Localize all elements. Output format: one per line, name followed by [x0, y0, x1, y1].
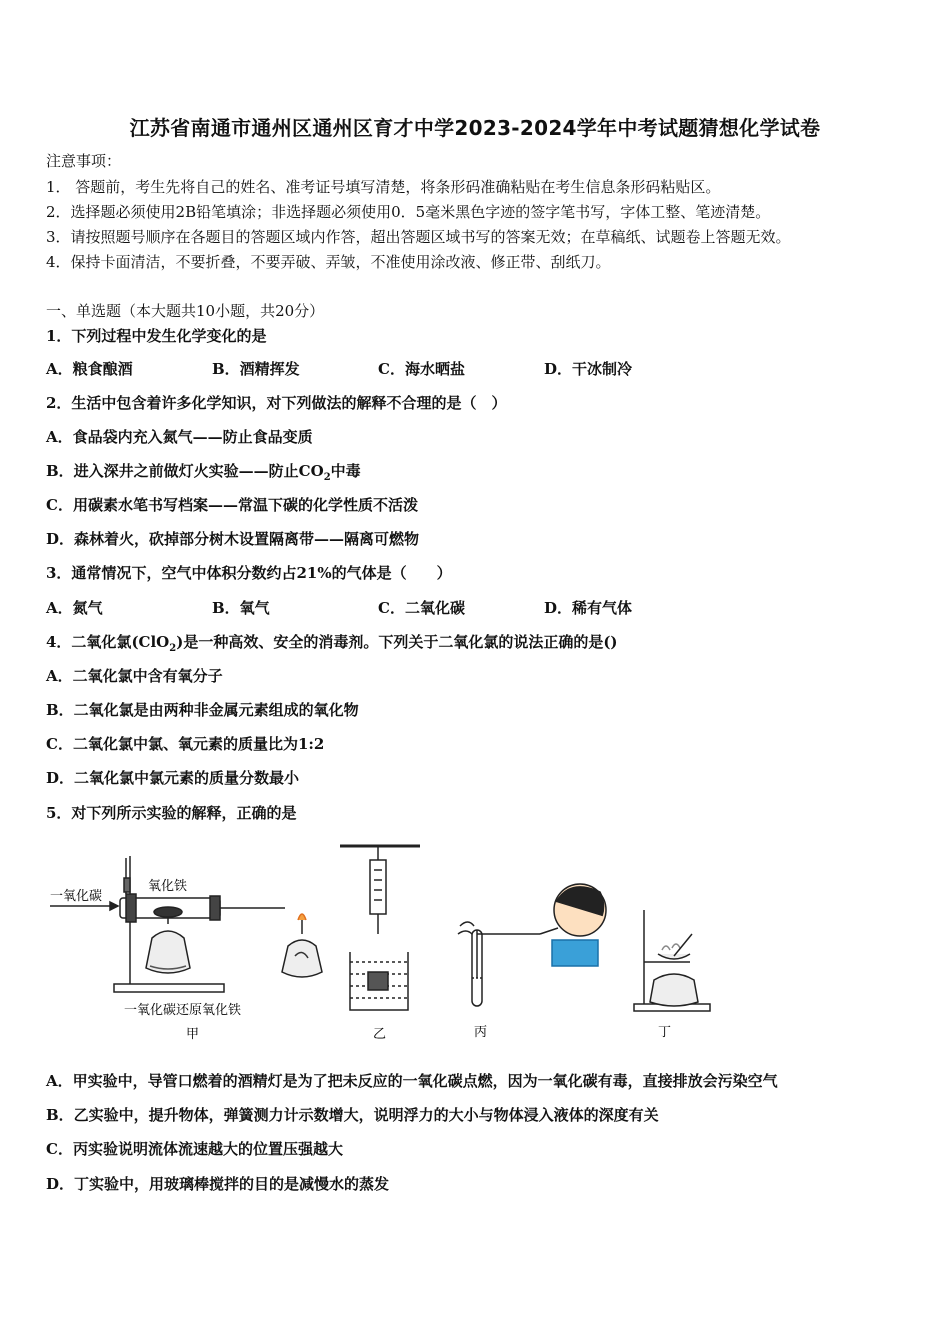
question-2-option-c: C．用碳素水笔书写档案——常温下碳的化学性质不活泼: [46, 496, 418, 514]
question-4-option-b: B．二氧化氯是由两种非金属元素组成的氧化物: [46, 701, 359, 719]
option-d: D．干冰制冷: [544, 360, 633, 378]
question-4-option-c: C．二氧化氯中氯、氧元素的质量比为1:2: [46, 735, 325, 753]
experiment-jia-diagram: [50, 856, 322, 992]
label-yi: 乙: [373, 1027, 387, 1042]
option-c: C．二氧化碳: [378, 599, 465, 617]
stem-text: )是一种高效、安全的消毒剂。下列关于二氧化氯的说法正确的是(): [176, 633, 618, 651]
question-5-option-a: A．甲实验中，导管口燃着的酒精灯是为了把未反应的一氧化碳点燃，因为一氧化碳有毒，直接排放会污染空气: [46, 1072, 778, 1090]
stem-text: 4．二氧化氯(ClO: [46, 633, 170, 651]
question-5-option-c: C．丙实验说明流体流速越大的位置压强越大: [46, 1140, 343, 1158]
question-4-option-a: A．二氧化氯中含有氧分子: [46, 667, 223, 685]
experiment-ding-diagram: [634, 910, 710, 1011]
label-ding: 丁: [658, 1025, 672, 1040]
notice-item: 2．选择题必须使用2B铅笔填涂；非选择题必须使用0．5毫米黑色字迹的签字笔书写，字体工整、笔迹清楚。: [46, 203, 771, 221]
option-text: 中毒: [330, 462, 361, 480]
question-4-option-d: D．二氧化氯中氯元素的质量分数最小: [46, 769, 300, 787]
label-jia: 甲: [186, 1027, 200, 1042]
experiment-yi-diagram: [340, 846, 420, 1010]
page-title: 江苏省南通市通州区通州区育才中学2023-2024学年中考试题猜想化学试卷: [129, 116, 821, 140]
question-5-option-b: B．乙实验中，提升物体，弹簧测力计示数增大，说明浮力的大小与物体浸入液体的深度有关: [46, 1106, 659, 1124]
question-1-options: [46, 359, 710, 379]
question-5-option-d: D．丁实验中，用玻璃棒搅拌的目的是减慢水的蒸发: [46, 1175, 390, 1193]
notice-heading: 注意事项：: [46, 152, 122, 170]
option-a: A．氮气: [46, 599, 103, 617]
option-b: B．酒精挥发: [212, 360, 300, 378]
experiment-figure: [40, 838, 740, 1050]
notice-item: 4．保持卡面清洁，不要折叠，不要弄破、弄皱，不准使用涂改液、修正带、刮纸刀。: [46, 253, 611, 271]
question-3-stem: 3．通常情况下，空气中体积分数约占21%的气体是（ ）: [46, 564, 452, 582]
notice-item: 1． 答题前，考生先将自己的姓名、准考证号填写清楚，将条形码准确粘贴在考生信息条形码粘贴区。: [46, 178, 721, 196]
section-heading: 一、单选题（本大题共10小题，共20分）: [46, 302, 325, 320]
option-d: D．稀有气体: [544, 599, 633, 617]
option-a: A．粮食酿酒: [46, 360, 133, 378]
question-5-stem: 5．对下列所示实验的解释，正确的是: [46, 804, 297, 822]
fe2o3-label: 氧化铁: [148, 879, 188, 894]
question-2-option-b: [46, 461, 361, 488]
label-bing: 丙: [474, 1025, 488, 1040]
subscript: 2: [169, 643, 177, 654]
question-3-options: [46, 598, 710, 618]
question-4-stem: [46, 632, 618, 659]
option-text: B．进入深井之前做灯火实验——防止CO: [46, 462, 324, 480]
experiment-bing-diagram: [458, 884, 606, 1006]
question-2-stem: 2．生活中包含着许多化学知识，对下列做法的解释不合理的是（ ）: [46, 394, 507, 412]
subscript: 2: [323, 472, 331, 483]
option-b: B．氧气: [212, 599, 270, 617]
question-2-option-d: D．森林着火，砍掉部分树木设置隔离带——隔离可燃物: [46, 530, 420, 548]
question-1-stem: 1．下列过程中发生化学变化的是: [46, 327, 267, 345]
jia-caption: 一氧化碳还原氧化铁: [124, 1003, 242, 1018]
option-c: C．海水晒盐: [378, 360, 465, 378]
co-label: 一氧化碳: [50, 889, 103, 904]
notice-item: 3．请按照题号顺序在各题目的答题区域内作答，超出答题区域书写的答案无效；在草稿纸、试题卷上答题无效。: [46, 228, 791, 246]
question-2-option-a: A．食品袋内充入氮气——防止食品变质: [46, 428, 313, 446]
